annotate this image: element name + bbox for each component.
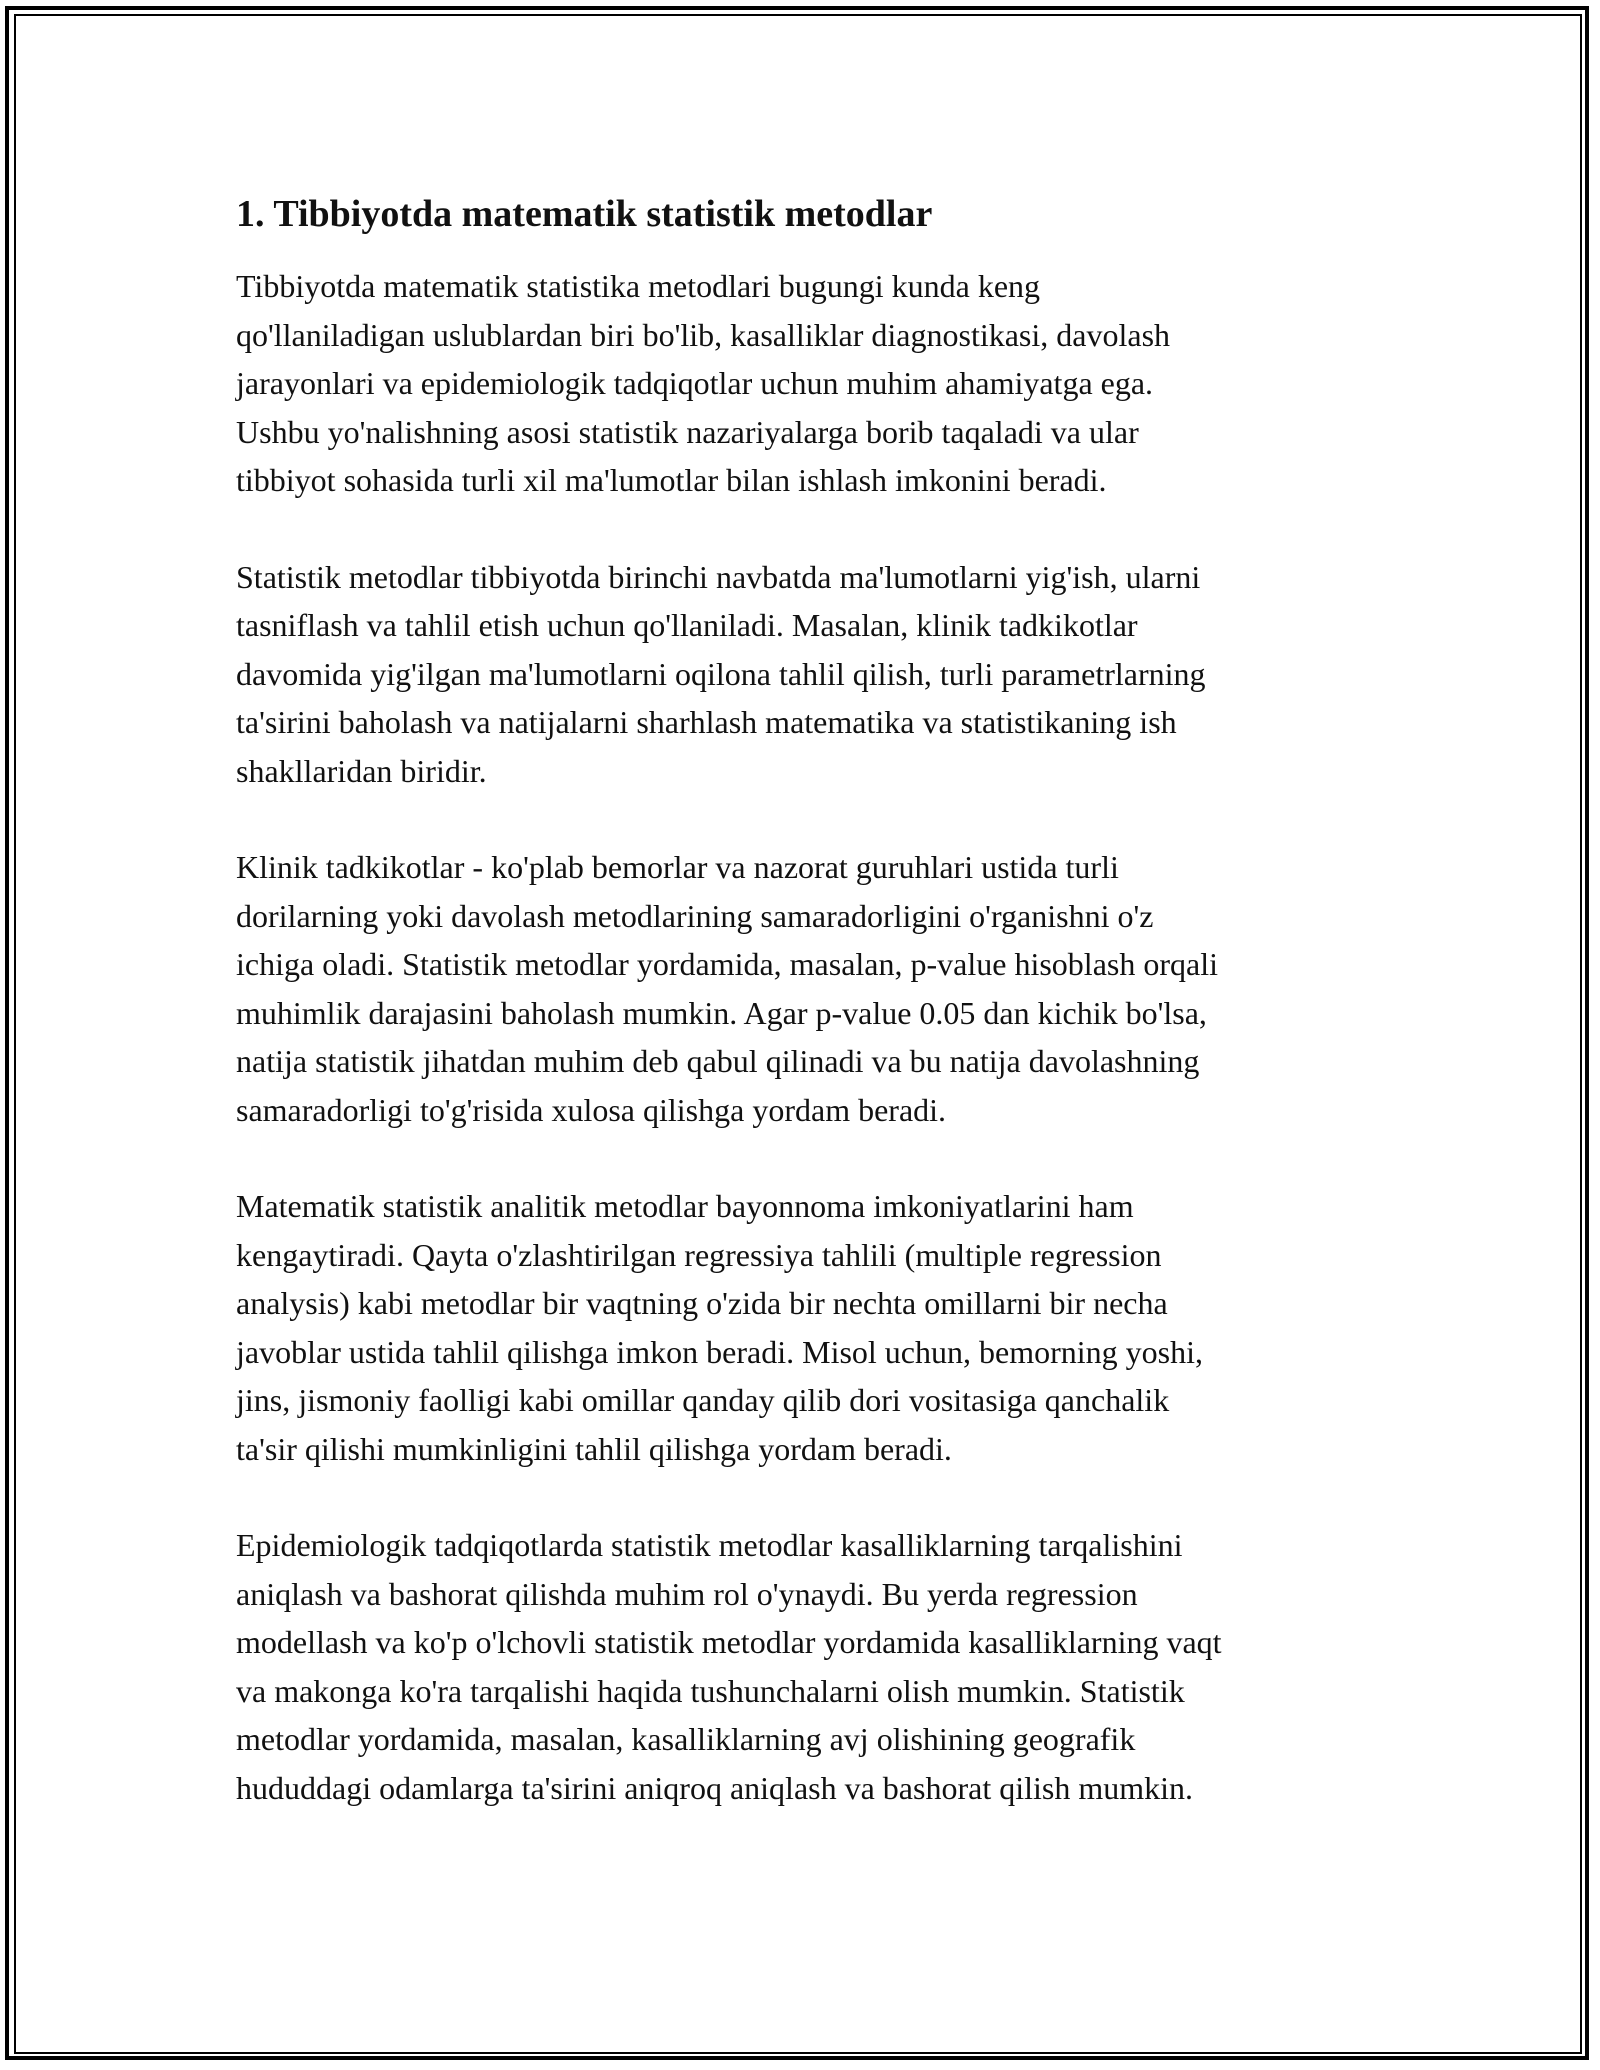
text-line: dorilarning yoki davolash metodlarining samaradorligini o'rganishni o'z	[236, 897, 1154, 934]
text-line: modellash va ko'p o'lchovli statistik metodlar yordamida kasalliklarning vaqt	[236, 1624, 1222, 1660]
text-line: ichiga oladi. Statistik metodlar yordamida, masalan, p-value hisoblash orqali	[236, 946, 1218, 982]
text-line: tibbiyot sohasida turli xil ma'lumotlar bilan ishlash imkonini beradi.	[236, 462, 1107, 498]
text-line: Statistik metodlar tibbiyotda birinchi navbatda ma'lumotlarni yig'ish, ularni	[236, 558, 1201, 595]
text-line: metodlar yordamida, masalan, kasalliklarning avj olishining geografik	[236, 1721, 1136, 1757]
text-line: tasniflash va tahlil etish uchun qo'llaniladi. Masalan, klinik tadkikotlar	[236, 607, 1138, 643]
text-line: davomida yig'ilgan ma'lumotlarni oqilona tahlil qilish, turli parametrlarning	[236, 655, 1206, 692]
text-line: ta'sirini baholash va natijalarni sharhlash matematika va statistikaning ish	[236, 704, 1177, 740]
text-line: samaradorligi to'g'risida xulosa qilishga yordam beradi.	[236, 1091, 947, 1128]
text-line: qo'llaniladigan uslublardan biri bo'lib, kasalliklar diagnostikasi, davolash	[236, 316, 1171, 353]
text-line: Ushbu yo'nalishning asosi statistik nazariyalarga borib taqaladi va ular	[236, 413, 1139, 450]
section-heading: 1. Tibbiyotda matematik statistik metodlar	[236, 193, 933, 235]
text-line: javoblar ustida tahlil qilishga imkon beradi. Misol uchun, bemorning yoshi,	[236, 1333, 1203, 1370]
text-line: Tibbiyotda matematik statistika metodlari bugungi kunda keng	[236, 268, 1041, 304]
document-body	[236, 186, 1416, 1860]
text-line: muhimlik darajasini baholash mumkin. Agar p-value 0.05 dan kichik bo'lsa,	[236, 994, 1207, 1031]
paragraph-data-collection	[236, 553, 1416, 796]
paragraph-clinical-trials	[236, 843, 1416, 1134]
text-line: shakllaridan biridir.	[236, 752, 487, 789]
text-line: kengaytiradi. Qayta o'zlashtirilgan regressiya tahlili (multiple regression	[236, 1236, 1162, 1273]
paragraph-intro	[236, 262, 1416, 505]
text-line: hududdagi odamlarga ta'sirini aniqroq aniqlash va bashorat qilish mumkin.	[236, 1769, 1193, 1806]
text-line: analysis) kabi metodlar bir vaqtning o'zida bir nechta omillarni bir necha	[236, 1285, 1168, 1321]
text-line: jins, jismoniy faolligi kabi omillar qanday qilib dori vositasiga qanchalik	[236, 1382, 1170, 1418]
text-line: ta'sir qilishi mumkinligini tahlil qilishga yordam beradi.	[236, 1430, 952, 1467]
text-line: aniqlash va bashorat qilishda muhim rol o'ynaydi. Bu yerda regression	[236, 1575, 1138, 1612]
paragraph-epidemiology	[236, 1521, 1416, 1812]
text-line: Epidemiologik tadqiqotlarda statistik metodlar kasalliklarning tarqalishini	[236, 1527, 1183, 1563]
text-line: natija statistik jihatdan muhim deb qabul qilinadi va bu natija davolashning	[236, 1043, 1200, 1079]
text-line: Matematik statistik analitik metodlar bayonnoma imkoniyatlarini ham	[236, 1188, 1134, 1224]
paragraph-regression	[236, 1182, 1416, 1473]
text-line: va makonga ko'ra tarqalishi haqida tushunchalarni olish mumkin. Statistik	[236, 1672, 1185, 1709]
text-line: jarayonlari va epidemiologik tadqiqotlar uchun muhim ahamiyatga ega.	[236, 365, 1154, 401]
text-line: Klinik tadkikotlar - ko'plab bemorlar va nazorat guruhlari ustida turli	[236, 849, 1119, 885]
